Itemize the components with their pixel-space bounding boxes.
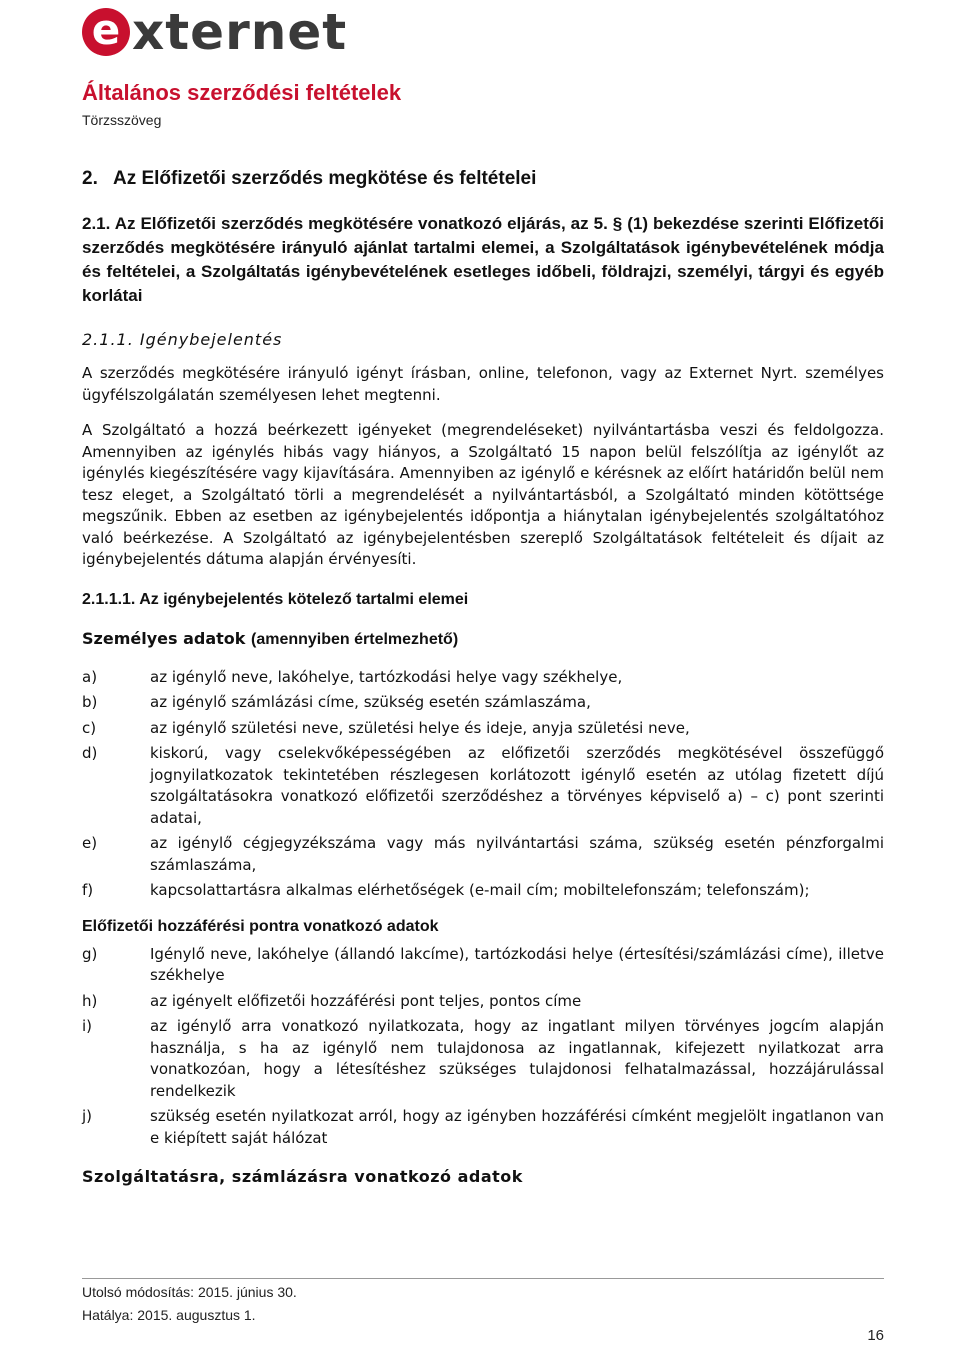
billing-data-heading: Szolgáltatásra, számlázásra vonatkozó adatok xyxy=(82,1167,523,1186)
logo-wordmark: xternet xyxy=(132,3,348,61)
list-item-label: c) xyxy=(82,718,97,737)
list-item-label: d) xyxy=(82,744,98,762)
list-item-text: kiskorú, vagy cselekvőképességében az előfizetői szerződés megkötésével összefüggő jognyilatkozatok tekintetében részlegesen korlátozott igénylő esetén az utólag fizetett díjú szolgáltatásokra vonatkozó előfizetői szerződéshez a törvényes képviselő a) – c) pont szerinti adatai, xyxy=(150,744,884,827)
list-item xyxy=(82,692,884,714)
access-point-heading: Előfizetői hozzáférési pontra vonatkozó adatok xyxy=(82,917,439,935)
personal-data-list xyxy=(82,667,884,902)
personal-data-heading xyxy=(82,629,884,649)
list-item-label: i) xyxy=(82,1017,93,1035)
logo-e-circle: e xyxy=(82,8,130,56)
document-subtitle: Törzsszöveg xyxy=(82,112,162,128)
list-item xyxy=(82,1106,884,1149)
list-item-text: az igényelt előfizetői hozzáférési pont teljes, pontos címe xyxy=(150,991,582,1010)
personal-data-label: Személyes adatok xyxy=(82,628,246,648)
list-item-label: b) xyxy=(82,693,98,711)
list-item-label: a) xyxy=(82,667,98,686)
list-item xyxy=(82,991,884,1013)
list-item xyxy=(82,743,884,829)
page-number: 16 xyxy=(867,1327,884,1344)
list-item xyxy=(82,1016,884,1102)
document-title: Általános szerződési feltételek xyxy=(82,80,402,105)
list-item xyxy=(82,718,884,740)
effective-date: Hatálya: 2015. augusztus 1. xyxy=(82,1307,256,1323)
list-item-label: f) xyxy=(82,881,94,899)
paragraph-processing: A Szolgáltató a hozzá beérkezett igényeket (megrendeléseket) nyilvántartásba veszi és feldolgozza. Amennyiben az igénylés hibás vagy hiányos, a Szolgáltató 15 napon belül felszólítja az igénylőt az igénylés kiegészítésére vagy kijavítására. Amennyiben az igénylő e kérésnek az előírt határidőn belül nem tesz eleget, a Szolgáltató törli a megrendelését a nyilvántartásból, a Szolgáltató minden kötöttsége megszűnik. Ebben az esetben az igénybejelentés időpontja a hiánytalan igénybejelentés szolgáltatóhoz való beérkezése. A Szolgáltató az igénybejelentésben szereplő Szolgáltatások feltételeit és díjait az igénybejelentés dátuma alapján érvényesíti. xyxy=(82,421,884,568)
paragraph-request-methods: A szerződés megkötésére irányuló igényt írásban, online, telefonon, vagy az Externet Nyrt. személyes ügyfélszolgálatán személyesen lehet megtenni. xyxy=(82,364,884,404)
mandatory-content-heading: 2.1.1.1. Az igénybejelentés kötelező tartalmi elemei xyxy=(82,590,469,608)
list-item-text: az igénylő cégjegyzékszáma vagy más nyilvántartási száma, szükség esetén pénzforgalmi számlaszáma, xyxy=(150,834,884,874)
list-item-label: e) xyxy=(82,834,98,852)
list-item xyxy=(82,944,884,987)
list-item-text: Igénylő neve, lakóhelye (állandó lakcíme), tartózkodási helye (értesítési/számlázási címe), illetve székhelye xyxy=(150,944,884,984)
access-point-list xyxy=(82,944,884,1150)
subsection-heading: 2.1.1. Igénybejelentés xyxy=(82,330,283,349)
personal-data-qualifier: (amennyiben értelmezhető) xyxy=(250,630,459,648)
section-intro: 2.1. Az Előfizetői szerződés megkötésére vonatkozó eljárás, az 5. § (1) bekezdése szerinti Előfizetői szerződés megkötésére irányuló ajánlat tartalmi elemei, a Szolgáltatások igénybevételének módja és feltételei, a Szolgáltatás igénybevételének esetleges időbeli, földrajzi, személyi, tárgyi és egyéb korlátai xyxy=(82,214,884,305)
list-item-text: az igénylő neve, lakóhelye, tartózkodási helye vagy székhelye, xyxy=(150,667,623,686)
list-item-text: az igénylő születési neve, születési helye és ideje, anyja születési neve, xyxy=(150,718,690,737)
document-body xyxy=(82,168,884,1186)
list-item-label: j) xyxy=(82,1107,93,1125)
list-item-text: szükség esetén nyilatkozat arról, hogy az igényben hozzáférési címként megjelölt ingatlanon van e kiépített saját hálózat xyxy=(150,1107,884,1147)
footer-divider xyxy=(82,1278,884,1279)
list-item-label: g) xyxy=(82,944,98,963)
list-item-text: kapcsolattartásra alkalmas elérhetőségek (e-mail cím; mobiltelefonszám; telefonszám); xyxy=(150,881,810,899)
list-item xyxy=(82,880,884,902)
page-footer xyxy=(82,1281,297,1327)
list-item-label: h) xyxy=(82,991,98,1010)
list-item-text: az igénylő számlázási címe, szükség esetén számlaszáma, xyxy=(150,693,591,711)
externet-logo xyxy=(82,4,347,60)
list-item-text: az igénylő arra vonatkozó nyilatkozata, hogy az ingatlant milyen törvényes jogcím alapján használja, s ha az igénylő nem tulajdonosa az ingatlannak, kifejezett nyilatkozat arra vonatkozóan, hogy a létesítéshez szükséges tulajdonosi felhatalmazással, hozzájárulással rendelkezik xyxy=(150,1017,884,1100)
last-modified: Utolsó módosítás: 2015. június 30. xyxy=(82,1284,297,1300)
section-heading: 2. Az Előfizetői szerződés megkötése és feltételei xyxy=(82,168,537,189)
list-item xyxy=(82,833,884,876)
list-item xyxy=(82,667,884,689)
